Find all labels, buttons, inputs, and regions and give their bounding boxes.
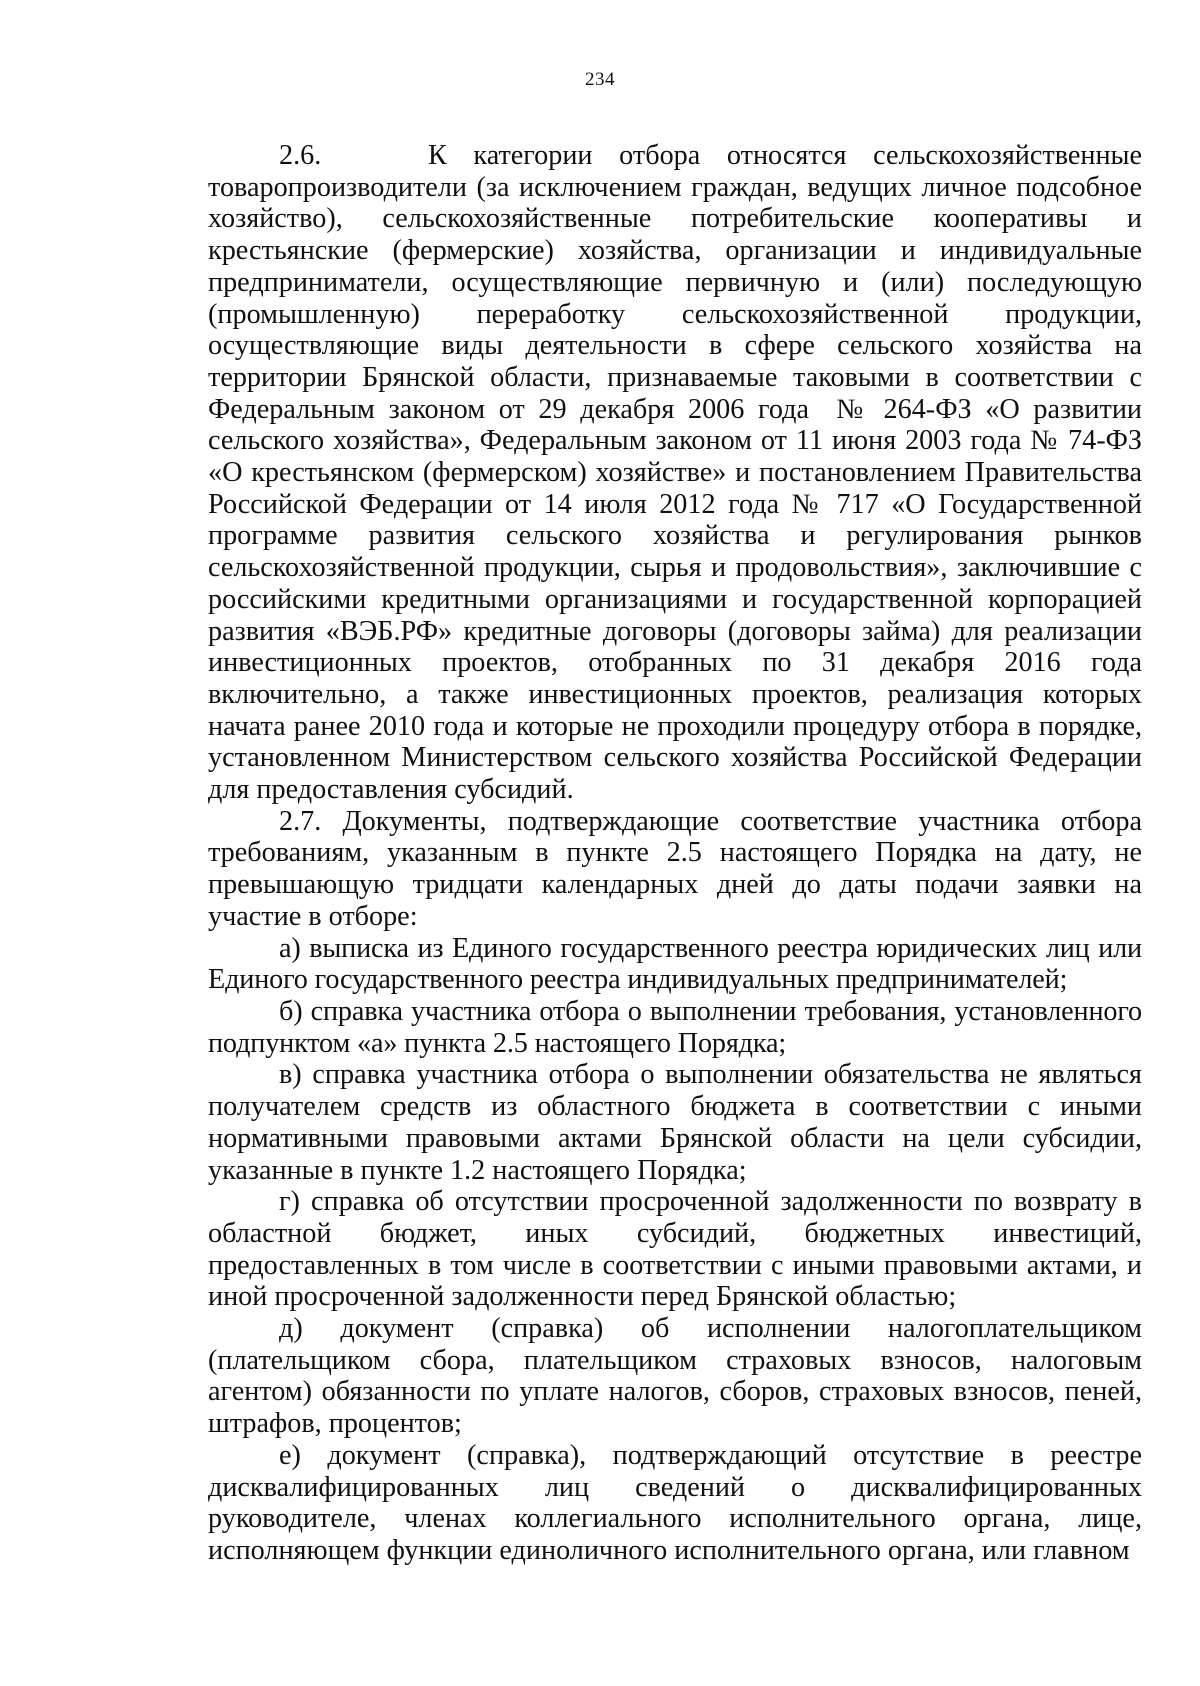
list-item-v: в) справка участника отбора о выполнении обязательства не являться получателем средств из областного бюджета в соответствии с иными нормативными правовыми актами Брянской области на цели субсидии, указанные в пункте 1.2 настоящего Порядка;	[208, 1059, 1142, 1186]
paragraph-2-7: 2.7. Документы, подтверждающие соответствие участника отбора требованиям, указанным в пункте 2.5 настоящего Порядка на дату, не превышающую тридцати календарных дней до даты подачи заявки на участие в отборе:	[208, 805, 1142, 932]
page-number: 234	[585, 69, 615, 90]
list-item-g: г) справка об отсутствии просроченной задолженности по возврату в областной бюджет, иных субсидий, бюджетных инвестиций, предоставленных в том числе в соответствии с иными правовыми актами, и иной просроченной задолженности перед Брянской областью;	[208, 1186, 1142, 1313]
paragraph-2-6: 2.6. К категории отбора относятся сельскохозяйственные товаропроизводители (за исключением граждан, ведущих личное подсобное хозяйство), сельскохозяйственные потребительские кооперативы и крестьянские (фермерские) хозяйства, организации и индивидуальные предприниматели, осуществляющие первичную и (или) последующую (промышленную) переработку сельскохозяйственной продукции, осуществляющие виды деятельности в сфере сельского хозяйства на территории Брянской области, признаваемые таковыми в соответствии с Федеральным законом от 29 декабря 2006 года № 264-ФЗ «О развитии сельского хозяйства», Федеральным законом от 11 июня 2003 года № 74-ФЗ «О крестьянском (фермерском) хозяйстве» и постановлением Правительства Российской Федерации от 14 июля 2012 года № 717 «О Государственной программе развития сельского хозяйства и регулирования рынков сельскохозяйственной продукции, сырья и продовольствия», заключившие с российскими кредитными организациями и государственной корпорацией развития «ВЭБ.РФ» кредитные договоры (договоры займа) для реализации инвестиционных проектов, отобранных по 31 декабря 2016 года включительно, а также инвестиционных проектов, реализация которых начата ранее 2010 года и которые не проходили процедуру отбора в порядке, установленном Министерством сельского хозяйства Российской Федерации для предоставления субсидий.	[208, 140, 1142, 806]
list-item-a: а) выписка из Единого государственного реестра юридических лиц или Единого государственного реестра индивидуальных предпринимателей;	[208, 932, 1142, 996]
list-item-b: б) справка участника отбора о выполнении требования, установленного подпунктом «а» пункта 2.5 настоящего Порядка;	[208, 995, 1142, 1059]
list-item-d: д) документ (справка) об исполнении налогоплательщиком (плательщиком сбора, плательщиком страховых взносов, налоговым агентом) обязанности по уплате налогов, сборов, страховых взносов, пеней, штрафов, процентов;	[208, 1313, 1142, 1440]
document-body	[208, 140, 1142, 1567]
list-item-e: е) документ (справка), подтверждающий отсутствие в реестре дисквалифицированных лиц сведений о дисквалифицированных руководителе, членах коллегиального исполнительного органа, лице, исполняющем функции единоличного исполнительного органа, или главном	[208, 1439, 1142, 1566]
